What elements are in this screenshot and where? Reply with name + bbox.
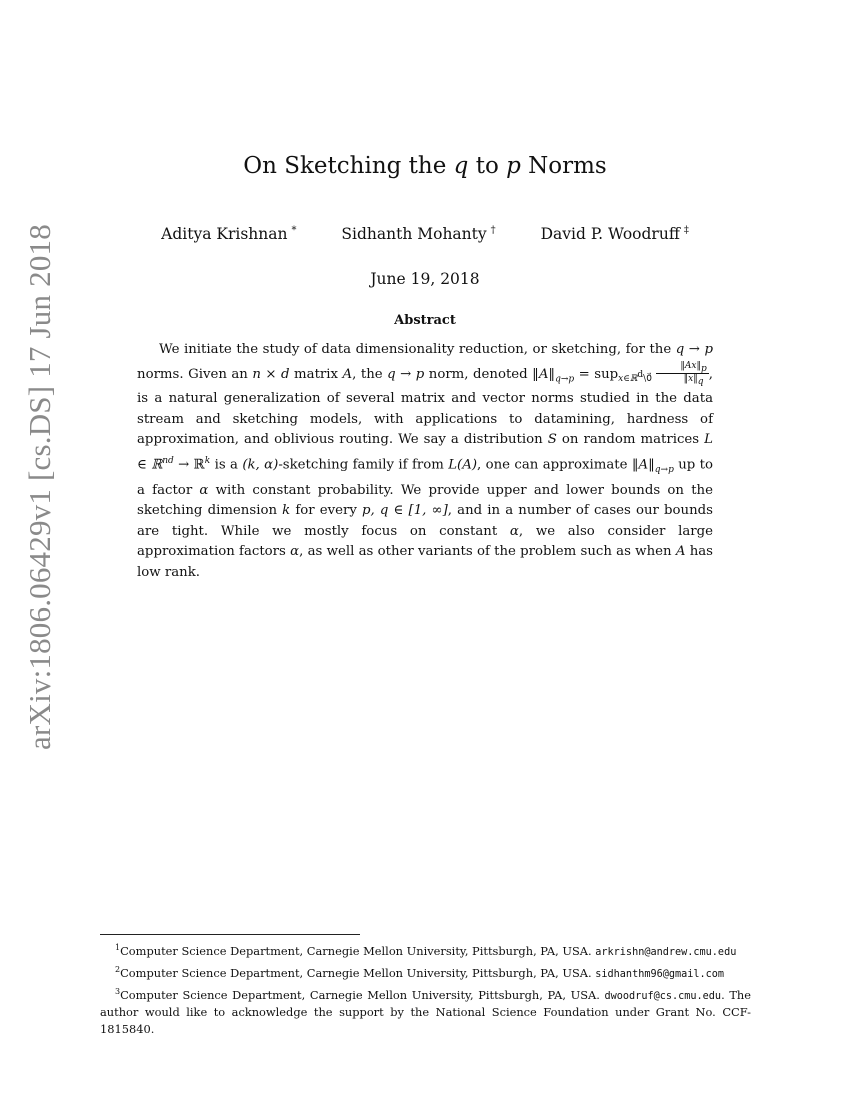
paper-date: June 19, 2018 (370, 270, 480, 288)
arxiv-identifier: arXiv:1806.06429v1 [cs.DS] 17 Jun 2018 (22, 224, 57, 750)
email-link[interactable]: sidhanthm96@gmail.com (595, 968, 725, 980)
author-mohanty: Sidhanth Mohanty † (341, 225, 496, 244)
norm-fraction: $\frac{‖Ax‖_p}{‖x‖_q}$ (656, 361, 708, 388)
author-list (0, 225, 850, 243)
abstract-heading: Abstract (394, 313, 456, 328)
abstract-body: We initiate the study of data dimensionality reduction, or sketching, for the q → p norms. Given an n × d matrix A, the q → p norm, denoted $‖A‖_{q\to p} = sup_{x\in ℝ^d\backslash 0⃗}$ $\frac{‖Ax‖_p}{‖x‖_q}$ , is a natural generalization of several matrix and vector norms studied in the data stream and sketching models, with applications to datamining, hardness of approximation, and oblivious routing. We say a distribution S on random matrices L ∈ ℝ$^{nd}$ → ℝ$^k$ is a (k, α)-sketching family if from L(A), one can approximate $‖A‖_{q\to p}$ up to a factor α with constant probability. We provide upper and lower bounds on the sketching dimension k for every p, q ∈ [1, ∞], and in a number of cases our bounds are tight. While we mostly focus on constant α, we also consider large approximation factors α, as well as other variants of the problem such as when A has low rank. (137, 342, 714, 580)
footnote-1: $^1$Computer Science Department, Carnegie Mellon University, Pittsburgh, PA, USA. arkrishn@andrew.cmu.edu (115, 943, 737, 958)
email-link[interactable]: dwoodruf@cs.cmu.edu (604, 990, 722, 1002)
email-link[interactable]: arkrishn@andrew.cmu.edu (595, 946, 737, 958)
footnotes (100, 939, 751, 1038)
author-woodruff: David P. Woodruff ‡ (540, 225, 689, 244)
footnote-3: $^3$Computer Science Department, Carnegie Mellon University, Pittsburgh, PA, USA. dwoodruf@cs.cmu.edu. The author would like to acknowledge the support by the National Science Foundation under Grant No. CCF-1815840. (100, 986, 752, 1037)
paper-title: On Sketching the q to p Norms (243, 153, 607, 179)
footnote-2: $^2$Computer Science Department, Carnegie Mellon University, Pittsburgh, PA, USA. sidhanthm96@gmail.com (115, 964, 725, 980)
author-krishnan: Aditya Krishnan * (161, 225, 297, 244)
footnote-rule (100, 934, 360, 935)
